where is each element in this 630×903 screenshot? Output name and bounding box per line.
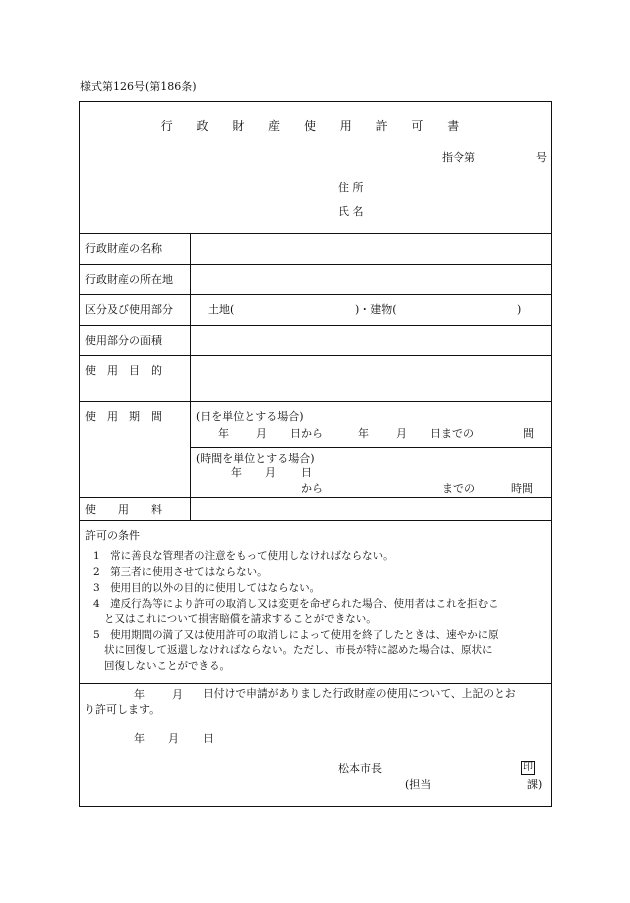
approval-month: 月 [172,688,183,701]
date-year: 年 [134,732,145,745]
rule [79,355,552,356]
column-divider [190,233,191,520]
building-close: ) [517,303,522,316]
permit-form-frame [79,101,552,807]
condition-item: と又はこれについて損害賠償を請求することができない。 [104,613,377,625]
form-title: 行 政 財 産 使 用 許 可 書 [160,119,470,133]
row-label-property-name: 行政財産の名称 [85,242,162,255]
issuer-name: 松本市長 [338,762,382,775]
rule [79,233,552,234]
period-day-month1: 月 [256,427,267,440]
form-number-caption: 様式第126号(第186条) [80,80,197,93]
condition-item: 3 使用目的以外の目的に使用してはならない。 [93,582,321,594]
land-open: 土地( [208,303,235,316]
date-month: 月 [168,732,179,745]
period-hour-hours: 時間 [511,482,533,495]
period-day-until: 日までの [430,427,474,440]
rule [79,497,552,498]
rule [79,401,552,402]
period-hour-from: から [301,482,323,495]
row-label-fee: 使 用 料 [85,503,162,516]
rule [79,683,552,684]
row-label-period: 使 用 期 間 [85,410,162,423]
shirei-prefix: 指令第 [442,151,475,164]
period-day-days: 間 [523,427,534,440]
period-hour-until: までの [442,482,475,495]
period-day-year2: 年 [358,427,369,440]
ka-label: 課) [527,778,543,791]
date-day: 日 [203,732,214,745]
seal-stamp-icon: 印 [523,762,533,773]
rule [79,264,552,265]
rule [79,325,552,326]
rule [79,520,552,521]
period-hour-heading: (時間を単位とする場合) [196,452,315,465]
name-label: 氏 名 [338,205,364,218]
period-hour-month: 月 [265,466,276,479]
conditions-heading: 許可の条件 [85,529,140,542]
row-label-location: 行政財産の所在地 [85,273,173,286]
condition-item: 回復しないことができる。 [104,660,230,672]
approval-sentence: 日付けで申請がありました行政財産の使用について、上記のとお [203,687,516,700]
approval-sentence-cont: り許可します。 [84,703,161,716]
building-label: )・建物( [355,303,397,316]
shirei-suffix: 号 [536,151,547,164]
condition-item: 状に回復して返還しなければならない。ただし、市長が特に認めた場合は、原状に [104,644,493,656]
period-day-month2: 月 [396,427,407,440]
row-label-area: 使用部分の面積 [85,334,162,347]
period-day-heading: (日を単位とする場合) [196,410,304,423]
condition-item: 2 第三者に使用させてはならない。 [93,566,268,578]
approval-year: 年 [134,688,145,701]
row-label-purpose: 使 用 目 的 [85,364,162,377]
address-label: 住 所 [338,181,364,194]
condition-item: 4 違反行為等により許可の取消し又は変更を命ぜられた場合、使用者はこれを拒むこ [93,598,499,610]
period-day-from: 日から [290,427,323,440]
period-hour-day: 日 [301,466,312,479]
row-label-category: 区分及び使用部分 [85,303,173,316]
condition-item: 1 常に善良な管理者の注意をもって使用しなければならない。 [93,550,394,562]
period-hour-year: 年 [231,466,242,479]
rule [190,447,552,448]
tantou-label: (担当 [405,778,432,791]
period-day-year1: 年 [218,427,229,440]
condition-item: 5 使用期間の満了又は使用許可の取消しによって使用を終了したときは、速やかに原 [93,629,499,641]
rule [79,294,552,295]
